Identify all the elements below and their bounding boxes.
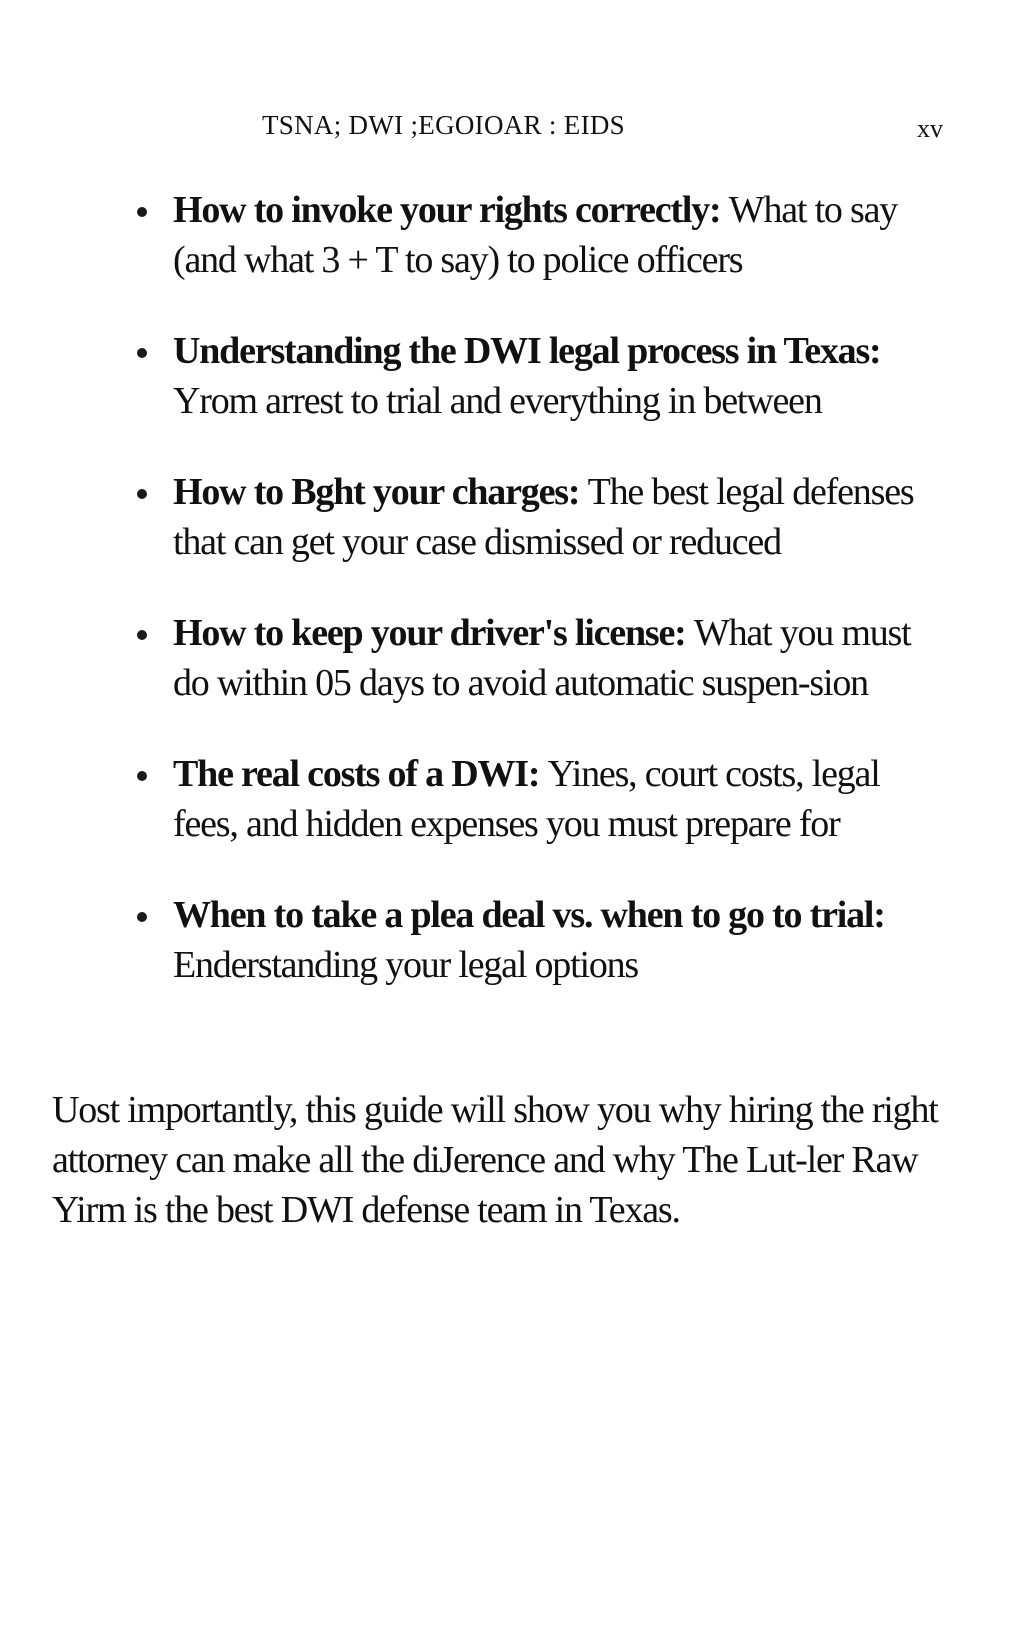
- list-item: [0, 608, 1024, 708]
- bullet-text: Yines, court costs, legal fees, and hidden expenses you must prepare for: [173, 753, 880, 845]
- list-item: [0, 467, 1024, 567]
- bullet-text: Enderstanding your legal options: [173, 944, 639, 986]
- bullet-icon: [137, 771, 147, 781]
- bullet-term: Understanding the DWI legal process in Texas:: [173, 330, 881, 372]
- running-header-title: TSNA; DWI ;EGOIOAR : EIDS: [262, 110, 625, 140]
- bullet-term: When to take a plea deal vs. when to go to trial:: [173, 894, 885, 936]
- list-item: [0, 185, 1024, 285]
- bullet-icon: [137, 912, 147, 922]
- bullet-icon: [137, 207, 147, 217]
- bullet-text: What to say (and what 3 + T to say) to police officers: [173, 189, 898, 281]
- list-item: [0, 890, 1024, 990]
- bullet-list: [0, 185, 1024, 1031]
- closing-paragraph: Uost importantly, this guide will show you why hiring the right attorney can make all the diJerence and why The Lut-ler Raw Yirm is the best DWI defense team in Texas.: [52, 1089, 938, 1231]
- bullet-term: How to keep your driver's license:: [173, 612, 694, 654]
- running-header: [0, 108, 1024, 148]
- bullet-term: How to Bght your charges:: [173, 471, 588, 513]
- bullet-text: Yrom arrest to trial and everything in between: [173, 380, 822, 422]
- bullet-text: What you must do within 05 days to avoid automatic suspen-sion: [173, 612, 911, 704]
- bullet-term: How to invoke your rights correctly:: [173, 189, 729, 231]
- bullet-term: The real costs of a DWI:: [173, 753, 548, 795]
- bullet-text: The best legal defenses that can get your case dismissed or reduced: [173, 471, 914, 563]
- bullet-icon: [137, 630, 147, 640]
- page-number: xv: [917, 114, 943, 143]
- list-item: [0, 326, 1024, 426]
- list-item: [0, 749, 1024, 849]
- bullet-icon: [137, 489, 147, 499]
- bullet-icon: [137, 348, 147, 358]
